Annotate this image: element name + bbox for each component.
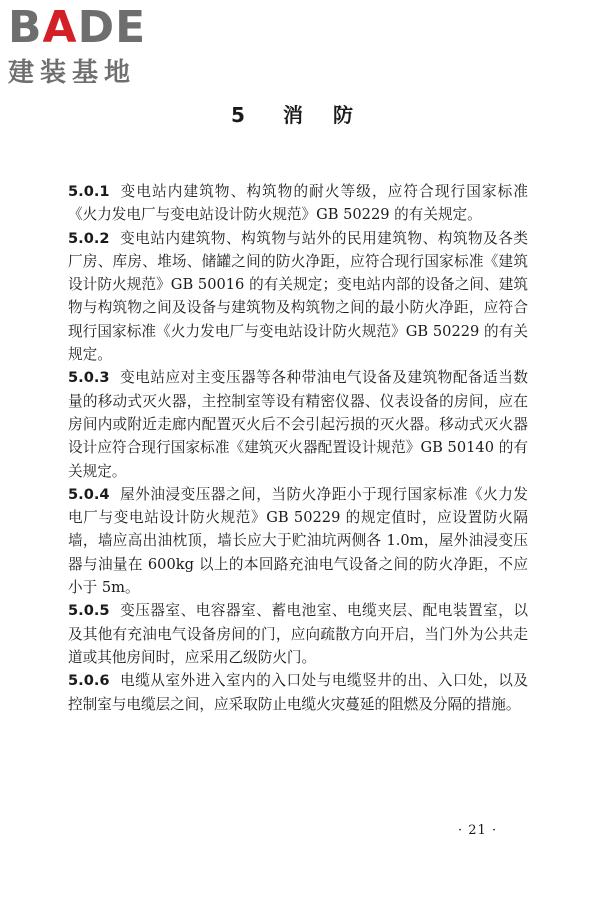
clause-text: 变电站内建筑物、构筑物与站外的民用建筑物、构筑物及各类厂房、库房、堆场、储罐之间的防火净距，应符合现行国家标准《建筑设计防火规范》GB 50016 的有关规定；变电站内部的设备之间、建筑物与构筑物之间及设备与建筑物及构筑物之间的最小防火净距，应符合现行国家标准《火力发电厂与变电站设计防火规范》GB 50229 的有关规定。 bbox=[68, 229, 528, 364]
clause-number: 5.0.2 bbox=[68, 229, 110, 247]
chapter-number: 5 bbox=[231, 103, 247, 127]
clause-5-0-1 bbox=[68, 180, 528, 227]
clause-5-0-5 bbox=[68, 599, 528, 669]
clause-text: 变压器室、电容器室、蓄电池室、电缆夹层、配电装置室，以及其他有充油电气设备房间的门，应向疏散方向开启，当门外为公共走道或其他房间时，应采用乙级防火门。 bbox=[68, 602, 528, 666]
document-body bbox=[68, 180, 528, 716]
logo-letter: D bbox=[77, 2, 116, 53]
logo-wordmark bbox=[8, 4, 178, 52]
clause-5-0-6 bbox=[68, 669, 528, 716]
clause-text: 屋外油浸变压器之间，当防火净距小于现行国家标准《火力发电厂与变电站设计防火规范》GB 50229 的规定值时，应设置防火隔墙，墙应高出油枕顶，墙长应大于贮油坑两侧各 1.0m，屋外油浸变压器与油量在 600kg 以上的本回路充油电气设备之间的防火净距，不应小于 5m。 bbox=[68, 485, 528, 597]
logo-letter-accent: A bbox=[42, 2, 78, 53]
logo-letter: E bbox=[115, 2, 147, 53]
logo-letter: B bbox=[8, 2, 43, 53]
chapter-title-char: 防 bbox=[332, 103, 355, 127]
clause-number: 5.0.4 bbox=[68, 485, 110, 503]
clause-text: 变电站应对主变压器等各种带油电气设备及建筑物配备适当数量的移动式灭火器，主控制室等设有精密仪器、仪表设备的房间，应在房间内或附近走廊内配置灭火后不会引起污损的灭火器。移动式灭火器设计应符合现行国家标准《建筑灭火器配置设计规范》GB 50140 的有关规定。 bbox=[68, 369, 528, 480]
logo-subtitle: 建装基地 bbox=[8, 58, 137, 88]
page-number: · 21 · bbox=[458, 823, 498, 838]
clause-number: 5.0.3 bbox=[68, 369, 110, 387]
clause-5-0-2 bbox=[68, 227, 528, 367]
clause-number: 5.0.5 bbox=[68, 602, 110, 620]
clause-text: 变电站内建筑物、构筑物的耐火等级，应符合现行国家标准《火力发电厂与变电站设计防火规范》GB 50229 的有关规定。 bbox=[68, 183, 528, 224]
clause-5-0-4 bbox=[68, 483, 528, 599]
clause-number: 5.0.6 bbox=[68, 672, 110, 690]
clause-number: 5.0.1 bbox=[68, 183, 110, 200]
clause-5-0-3 bbox=[68, 366, 528, 482]
clause-text: 电缆从室外进入室内的入口处与电缆竖井的出、入口处，以及控制室与电缆层之间，应采取防止电缆火灾蔓延的阻燃及分隔的措施。 bbox=[68, 672, 528, 713]
chapter-title-char: 消 bbox=[282, 103, 305, 127]
chapter-title bbox=[0, 100, 600, 130]
brand-logo bbox=[8, 4, 178, 88]
